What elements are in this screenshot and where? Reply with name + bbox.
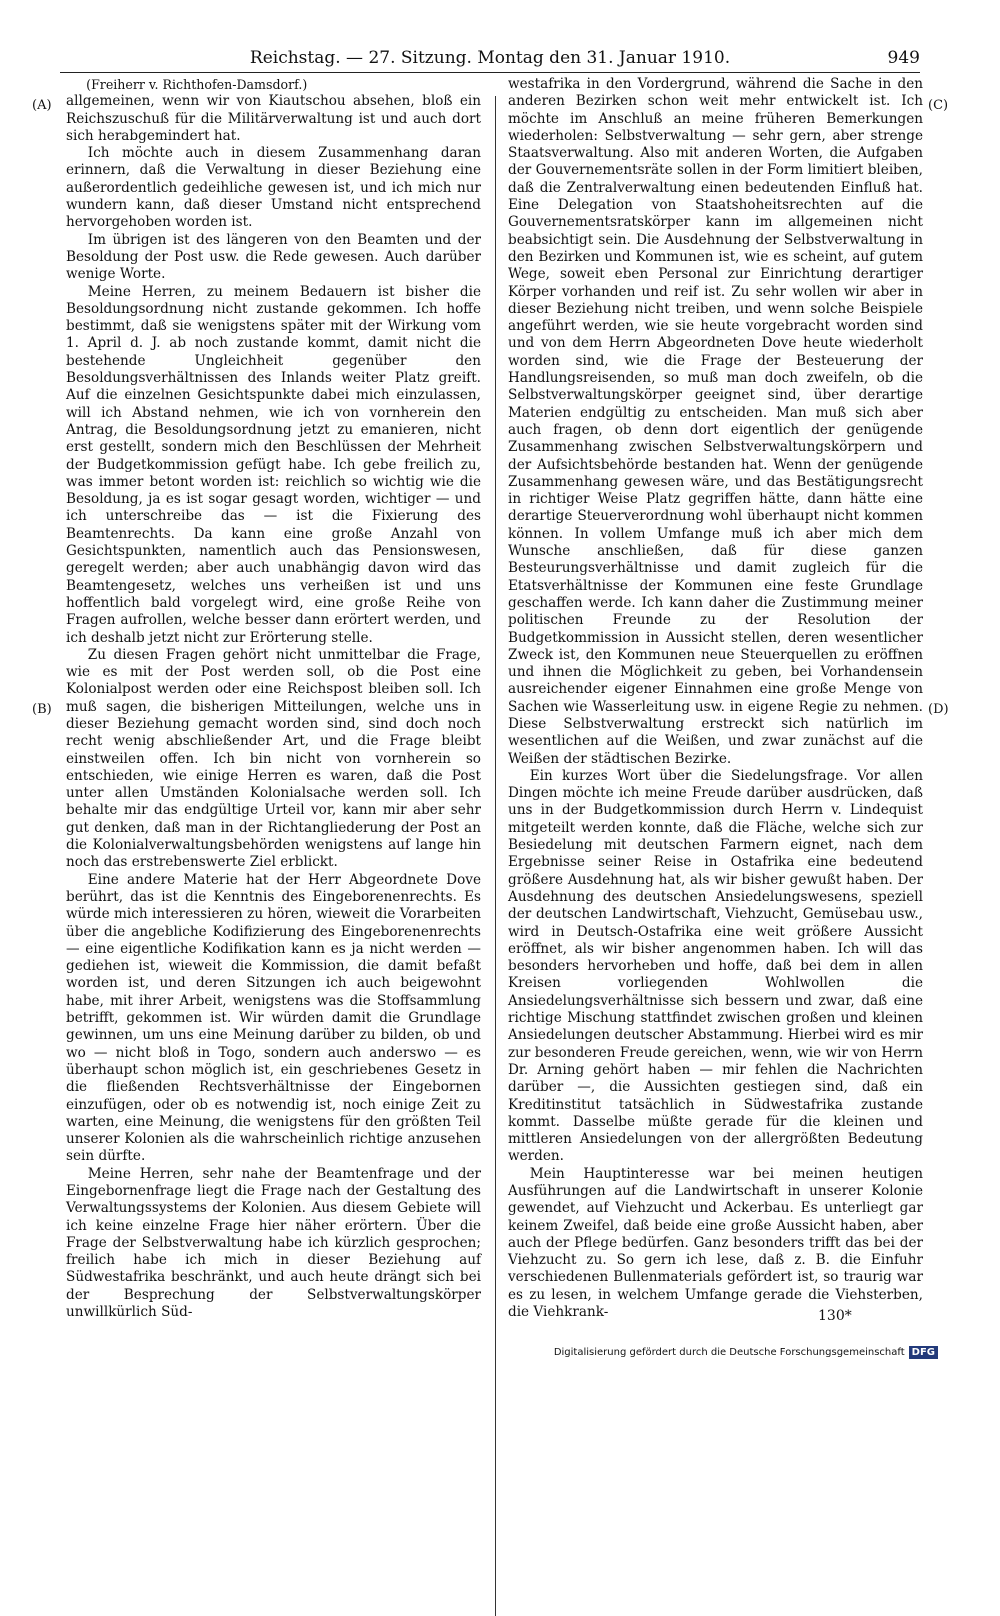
digitization-credit xyxy=(554,1346,938,1359)
dfg-logo: DFG xyxy=(909,1346,938,1359)
right-column xyxy=(508,76,923,1321)
page-number: 949 xyxy=(887,48,920,68)
margin-marker-d: (D) xyxy=(928,702,949,717)
running-header xyxy=(60,48,920,73)
left-column xyxy=(66,76,481,1321)
paragraph: Mein Hauptinteresse war bei meinen heutigen Ausführungen auf die Landwirtschaft in unserer Kolonie gewendet, auf Viehzucht und Ackerbau. Es unterliegt gar keinem Zweifel, daß beide eine große Aussicht haben, aber auch der Pflege bedürfen. Ganz besonders trifft das bei der Viehzucht zu. So gern ich lese, daß z. B. die Einfuhr verschiedenen Bullenmaterials gefördert ist, so traurig war es zu lesen, in welchem Umfange gerade die Viehsterben, die Viehkrank- xyxy=(508,1165,923,1321)
paragraph: Zu diesen Fragen gehört nicht unmittelbar die Frage, wie es mit der Post werden soll, ob die Post eine Kolonialpost werden oder eine Reichspost bleiben soll. Ich muß sagen, die bisherigen Mitteilungen, welche uns in dieser Beziehung gemacht worden sind, sind doch noch recht wenig abschließender Art, und die Frage bleibt einstweilen offen. Ich bin nicht von vornherein so entschieden, wie einige Herren es waren, daß die Post unter allen Umständen Kolonialsache werden soll. Ich behalte mir das endgültige Urteil vor, kann mir aber sehr gut denken, daß man in der Richtangliederung der Post an die Kolonialverwaltungsbehörden wenigstens auf lange hin noch das erstrebenswerte Ziel erblickt. xyxy=(66,646,481,871)
paragraph: Meine Herren, zu meinem Bedauern ist bisher die Besoldungsordnung nicht zustande gekommen. Ich hoffe bestimmt, daß sie wenigstens später mit der Wirkung vom 1. April d. J. ab noch zustande kommt, damit nicht die bestehende Ungleichheit gegenüber den Besoldungsverhältnissen des Inlands weiter Platz greift. Auf die einzelnen Gesichtspunkte dabei mich einzulassen, will ich Abstand nehmen, wie ich von vornherein den Antrag, die Besoldungsordnung jetzt zu emanieren, nicht erst gestellt, sondern mich den Beschlüssen der Mehrheit der Budgetkommission gefügt habe. Ich gebe freilich zu, was immer betont worden ist: reichlich so wichtig wie die Besoldung, ja es ist sogar gesagt worden, wichtiger — und ich unterschreibe das — ist die Fixierung des Beamtenrechts. Da kann eine große Anzahl von Gesichtspunkten, namentlich auch das Pensionswesen, geregelt werden; aber auch unabhängig davon wird das Beamtengesetz, welches uns verheißen ist und uns hoffentlich bald vorgelegt wird, eine große Reihe von Fragen aufrollen, welche besser dann erörtert werden, und ich deshalb jetzt nicht zur Erörterung stelle. xyxy=(66,283,481,646)
paragraph: westafrika in den Vordergrund, während die Sache in den anderen Bezirken schon weit mehr entwickelt ist. Ich möchte im Anschluß an meine früheren Bemerkungen wiederholen: Selbstverwaltung — sehr gern, aber strenge Staatsverwaltung. Also mit anderen Worten, die Aufgaben der Gouvernementsräte sollen in der Form limitiert bleiben, daß die Zentralverwaltung einen bedeutenden Einfluß hat. Eine Delegation von Staatshoheitsrechten auf die Gouvernementsratskörper kann im allgemeinen nicht beabsichtigt sein. Die Ausdehnung der Selbstverwaltung in den Bezirken und Kommunen ist, wie es scheint, auf gutem Wege, soweit eben Personal zur Einrichtung derartiger Körper vorhanden und reif ist. Zu sehr wollen wir aber in dieser Beziehung nicht treiben, und wenn solche Beispiele angeführt werden, wie sie heute vorgebracht worden sind und von dem Herrn Abgeordneten Dove heute wiederholt worden sind, wie die Frage der Besteuerung der Handlungsreisenden, so muß man doch zweifeln, ob die Selbstverwaltungskörper geeignet sind, über derartige Materien endgültig zu entscheiden. Man muß sich aber auch fragen, ob denn dort eigentlich der genügende Zusammenhang zwischen Selbstverwaltungskörpern und der Aufsichtsbehörde bestanden hat. Wenn der genügende Zusammenhang gewesen wäre, und das Bestätigungsrecht in richtiger Weise Platz gegriffen hätte, dann hätte eine derartige Steuerverordnung wohl überhaupt nicht kommen können. In vollem Umfange muß ich aber mich dem Wunsche anschließen, daß für diese ganzen Besteurungsverhältnisse und damit zugleich für die Etatsverhältnisse der Kommunen eine feste Grundlage geschaffen werde. Ich kann daher die Zustimmung meiner politischen Freunde zu der Resolution der Budgetkommission in Aussicht stellen, deren wesentlicher Zweck ist, den Kommunen neue Steuerquellen zu eröffnen und ihnen die Möglichkeit zu geben, bei Vorhandensein ausreichender eigener Einnahmen eine große Menge von Sachen wie Wasserleitung usw. in eigene Regie zu nehmen. Diese Selbstverwaltung erstreckt sich natürlich im wesentlichen auf die Weißen, und zwar zunächst auf die Weißen der städtischen Bezirke. xyxy=(508,76,923,767)
margin-marker-a: (A) xyxy=(32,98,52,113)
paragraph: allgemeinen, wenn wir von Kiautschou absehen, bloß ein Reichszuschuß für die Militärverwaltung ist und auch dort sich herabgemindert hat. xyxy=(66,93,481,144)
column-divider xyxy=(495,96,496,1616)
signature-mark: 130* xyxy=(818,1308,852,1324)
margin-marker-c: (C) xyxy=(928,98,949,113)
paragraph: Eine andere Materie hat der Herr Abgeordnete Dove berührt, das ist die Kenntnis des Eingeborenenrechts. Es würde mich interessieren zu hören, wieweit die Vorarbeiten über die angebliche Kodifizierung des Eingeborenenrechts — eine eigentliche Kodifikation kann es ja nicht werden — gediehen ist, wieweit die Kommission, die damit befaßt worden ist, und deren Sitzungen ich auch beigewohnt habe, mit ihrer Arbeit, wenigstens was die Stoffsammlung betrifft, gekommen ist. Wir würden damit die Grundlage gewinnen, um uns eine Meinung darüber zu bilden, ob und wo — nicht bloß in Togo, sondern auch anderswo — es überhaupt schon möglich ist, ein geschriebenes Gesetz in die fließenden Rechtsverhältnisse der Eingebornen einzufügen, oder ob es notwendig ist, noch einige Zeit zu warten, eine Meinung, die wenigstens für den größten Teil unserer Kolonien als die wahrscheinlich richtige anzusehen sein dürfte. xyxy=(66,871,481,1165)
speaker-label: (Freiherr v. Richthofen-Damsdorf.) xyxy=(86,77,308,92)
paragraph: Meine Herren, sehr nahe der Beamtenfrage und der Eingebornenfrage liegt die Frage nach der Gestaltung des Verwaltungssystems der Kolonien. Aus diesem Gebiete will ich keine einzelne Frage hier näher erörtern. Über die Frage der Selbstverwaltung habe ich kürzlich gesprochen; freilich habe ich mich in dieser Beziehung auf Südwestafrika beschränkt, und auch heute drängt sich bei der Besprechung der Selbstverwaltungskörper unwillkürlich Süd- xyxy=(66,1165,481,1321)
paragraph: Ich möchte auch in diesem Zusammenhang daran erinnern, daß die Verwaltung in dieser Beziehung eine außerordentlich gedeihliche gewesen ist, und ich mich nur wundern kann, daß dieser Umstand nicht entsprechend hervorgehoben worden ist. xyxy=(66,145,481,231)
paragraph: Im übrigen ist des längeren von den Beamten und der Besoldung der Post usw. die Rede gewesen. Auch darüber wenige Worte. xyxy=(66,231,481,283)
margin-marker-b: (B) xyxy=(32,702,52,717)
header-title: Reichstag. — 27. Sitzung. Montag den 31. Januar 1910. xyxy=(249,48,731,68)
paragraph: Ein kurzes Wort über die Siedelungsfrage. Vor allen Dingen möchte ich meine Freude darüber ausdrücken, daß uns in der Budgetkommission durch Herrn v. Lindequist mitgeteilt werden konnte, daß die Fläche, welche sich zur Besiedelung mit deutschen Farmern eignet, nach dem Ergebnisse seiner Reise in Ostafrika eine bedeutend größere Ausdehnung hat, als wir bisher gewußt haben. Der Ausdehnung des deutschen Ansiedelungswesens, speziell der deutschen Landwirtschaft, Viehzucht, Gemüsebau usw., wird in Deutsch-Ostafrika eine weit größere Aussicht eröffnet, als wir bisher angenommen haben. Ich will das besonders hervorheben und hoffe, daß bei dem in allen Kreisen vorliegenden Wohlwollen die Ansiedelungsverhältnisse sich bessern und zwar, daß eine richtige Mischung stattfindet zwischen großen und kleinen Ansiedelungen deutscher Abstammung. Hierbei wird es mir zur besonderen Freude gereichen, wenn, wie wir von Herrn Dr. Arning gehört haben — mir fehlen die Nachrichten darüber —, die Aussichten gestiegen sind, daß ein Kreditinstitut tatsächlich in Südwestafrika zustande kommt. Dasselbe müßte gerade für die kleinen und mittleren Ansiedelungen von der allergrößten Bedeutung werden. xyxy=(508,767,923,1165)
credit-text: Digitalisierung gefördert durch die Deutsche Forschungsgemeinschaft xyxy=(553,1347,905,1358)
